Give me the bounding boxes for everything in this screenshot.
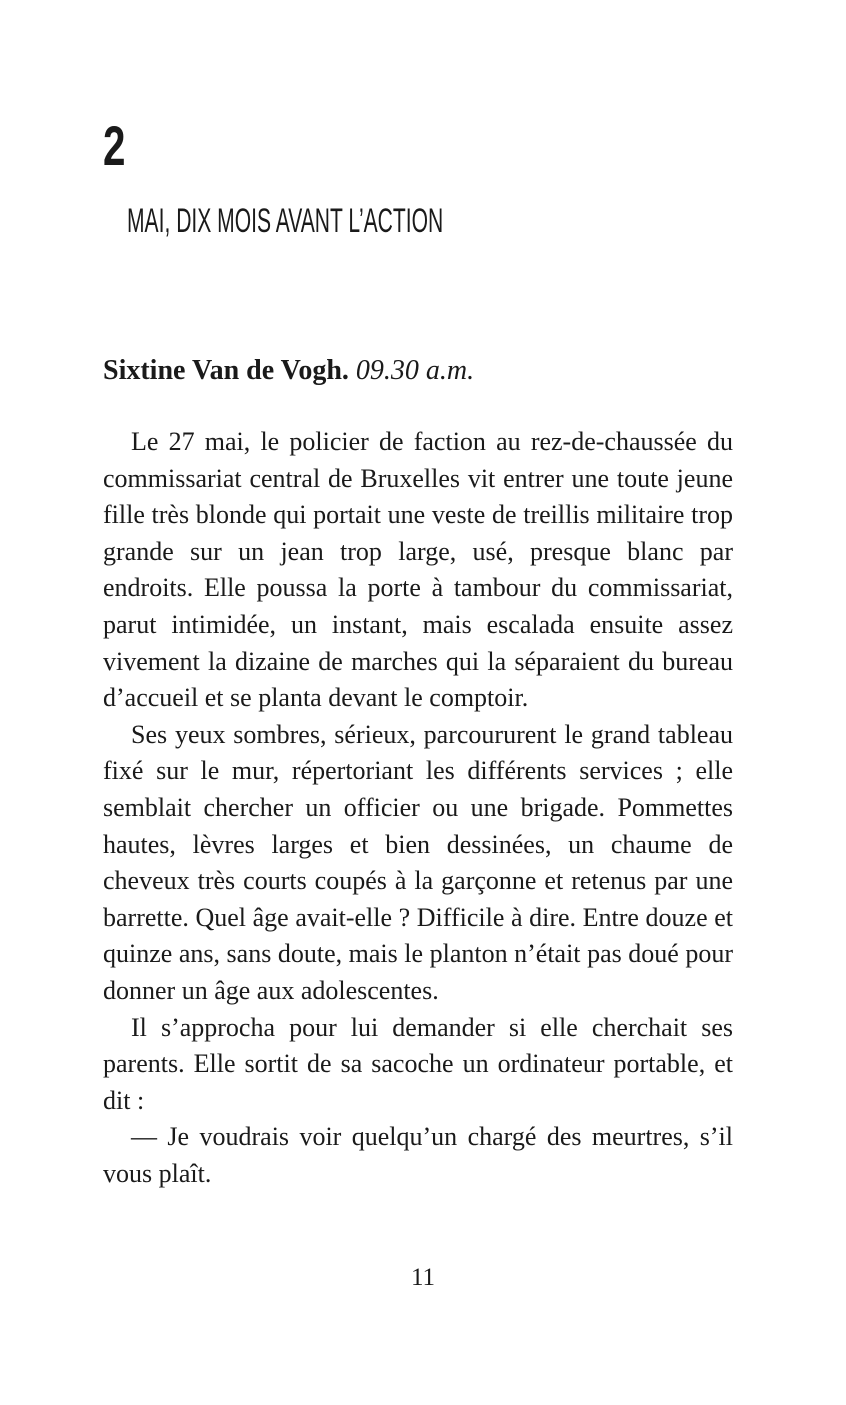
section-time: 09.30 a.m.	[355, 355, 475, 386]
paragraph: Le 27 mai, le policier de faction au rez-de-chaussée du commissariat central de Bruxelles vit entrer une toute jeune fille très blonde qui portait une veste de treillis militaire trop grande sur un jean trop large, usé, presque blanc par endroits. Elle poussa la porte à tambour du commissariat, parut intimidée, un instant, mais escalada ensuite assez vivement la dizaine de marches qui la séparaient du bureau d’accueil et se planta devant le comptoir.	[103, 427, 733, 713]
section-heading	[103, 354, 474, 388]
page-number: 11	[410, 1264, 436, 1291]
body-text	[103, 424, 733, 1192]
paragraph: Il s’approcha pour lui demander si elle cherchait ses parents. Elle sortit de sa sacoche un ordinateur portable, et dit :	[103, 1012, 733, 1115]
chapter-number: 2	[103, 114, 126, 177]
character-name: Sixtine Van de Vogh.	[103, 355, 349, 386]
paragraph: — Je voudrais voir quelqu’un chargé des meurtres, s’il vous plaît.	[103, 1122, 733, 1188]
paragraph: Ses yeux sombres, sérieux, parcoururent le grand tableau fixé sur le mur, répertoriant les différents services ; elle semblait chercher un officier ou une brigade. Pommettes hautes, lèvres larges et bien dessinées, un chaume de cheveux très courts coupés à la garçonne et retenus par une barrette. Quel âge avait-elle ? Difficile à dire. Entre douze et quinze ans, sans doute, mais le planton n’était pas doué pour donner un âge aux adolescentes.	[103, 719, 733, 1005]
chapter-title: MAI, DIX MOIS AVANT L’ACTION	[127, 202, 444, 240]
